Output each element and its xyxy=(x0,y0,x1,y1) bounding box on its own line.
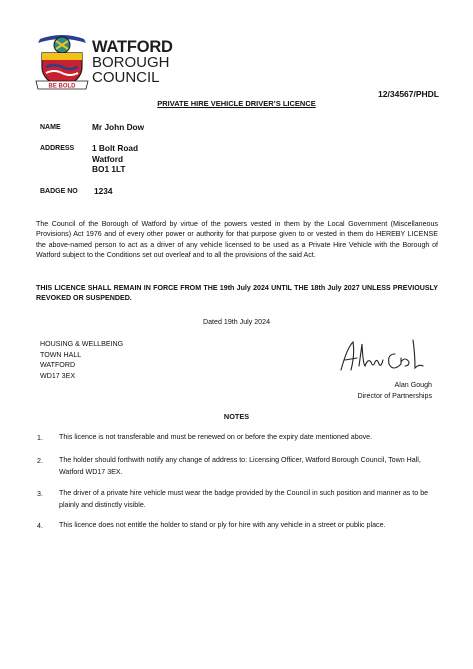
licence-paragraph: The Council of the Borough of Watford by virtue of the powers vested in them by the Local Government (Miscellaneous Provisions) Act 1976 and of every other power or authority for that purpose given to or vested in them do HEREBY LICENSE the above-named person to act as a driver of any vehicle licensed to be used as a Private Hire Vehicle with the Borough of Watford subject to the Conditions set out overleaf and to all the provisions of the said Act. xyxy=(36,220,438,259)
signatory xyxy=(357,380,432,401)
issuer-address-line: WATFORD xyxy=(40,361,76,370)
issuer-address-line: WD17 3EX xyxy=(40,371,76,380)
council-name-line3: COUNCIL xyxy=(92,69,160,86)
signatory-title: Director of Partnerships xyxy=(357,391,432,400)
council-crest-icon xyxy=(34,33,90,91)
council-name-line2: BOROUGH xyxy=(92,54,170,71)
note-text: This licence is not transferable and must be renewed on or before the expiry date mentioned above. xyxy=(59,433,373,441)
note-number: 3. xyxy=(37,490,43,498)
dated-line: Dated 19th July 2024 xyxy=(202,318,271,326)
issuer-address-line: TOWN HALL xyxy=(40,350,82,359)
address-line: BO1 1LT xyxy=(92,164,126,174)
badge-label: BADGE NO xyxy=(40,188,78,195)
note-text: The holder should forthwith notify any change of address to: Licensing Officer, Watford Borough Council, Town Hall, Watford WD17 3EX. xyxy=(59,456,421,476)
signatory-name: Alan Gough xyxy=(394,381,432,389)
notes-heading: NOTES xyxy=(223,412,250,421)
holder-name: Mr John Dow xyxy=(92,122,145,132)
council-name-line1: WATFORD xyxy=(92,38,173,56)
address-line: 1 Bolt Road xyxy=(92,143,139,153)
holder-address xyxy=(92,143,138,175)
issuer-address xyxy=(40,339,123,381)
crest-motto: BE BOLD xyxy=(48,83,76,90)
validity-statement: THIS LICENCE SHALL REMAIN IN FORCE FROM THE 19th July 2024 UNTIL THE 18th July 2027 UNLESS PREVIOUSLY REVOKED OR SUSPENDED. xyxy=(36,284,438,303)
licence-reference: 12/34567/PHDL xyxy=(378,89,439,99)
note-number: 2. xyxy=(37,457,43,465)
note-number: 1. xyxy=(37,434,43,442)
council-logo xyxy=(34,33,184,91)
address-label: ADDRESS xyxy=(40,145,75,152)
badge-number: 1234 xyxy=(94,186,113,196)
note-text: This licence does not entitle the holder to stand or ply for hire with any vehicle in a street or public place. xyxy=(59,521,386,529)
note-text: The driver of a private hire vehicle must wear the badge provided by the Council in such position and manner as to be plainly and distinctly visible. xyxy=(59,489,429,509)
address-line: Watford xyxy=(92,153,124,164)
handwritten-signature xyxy=(335,334,435,378)
issuer-address-line: HOUSING & WELLBEING xyxy=(40,340,124,348)
name-label: NAME xyxy=(40,124,61,131)
document-title: PRIVATE HIRE VEHICLE DRIVER’S LICENCE xyxy=(157,99,316,108)
note-number: 4. xyxy=(37,522,43,530)
council-name xyxy=(92,40,173,85)
